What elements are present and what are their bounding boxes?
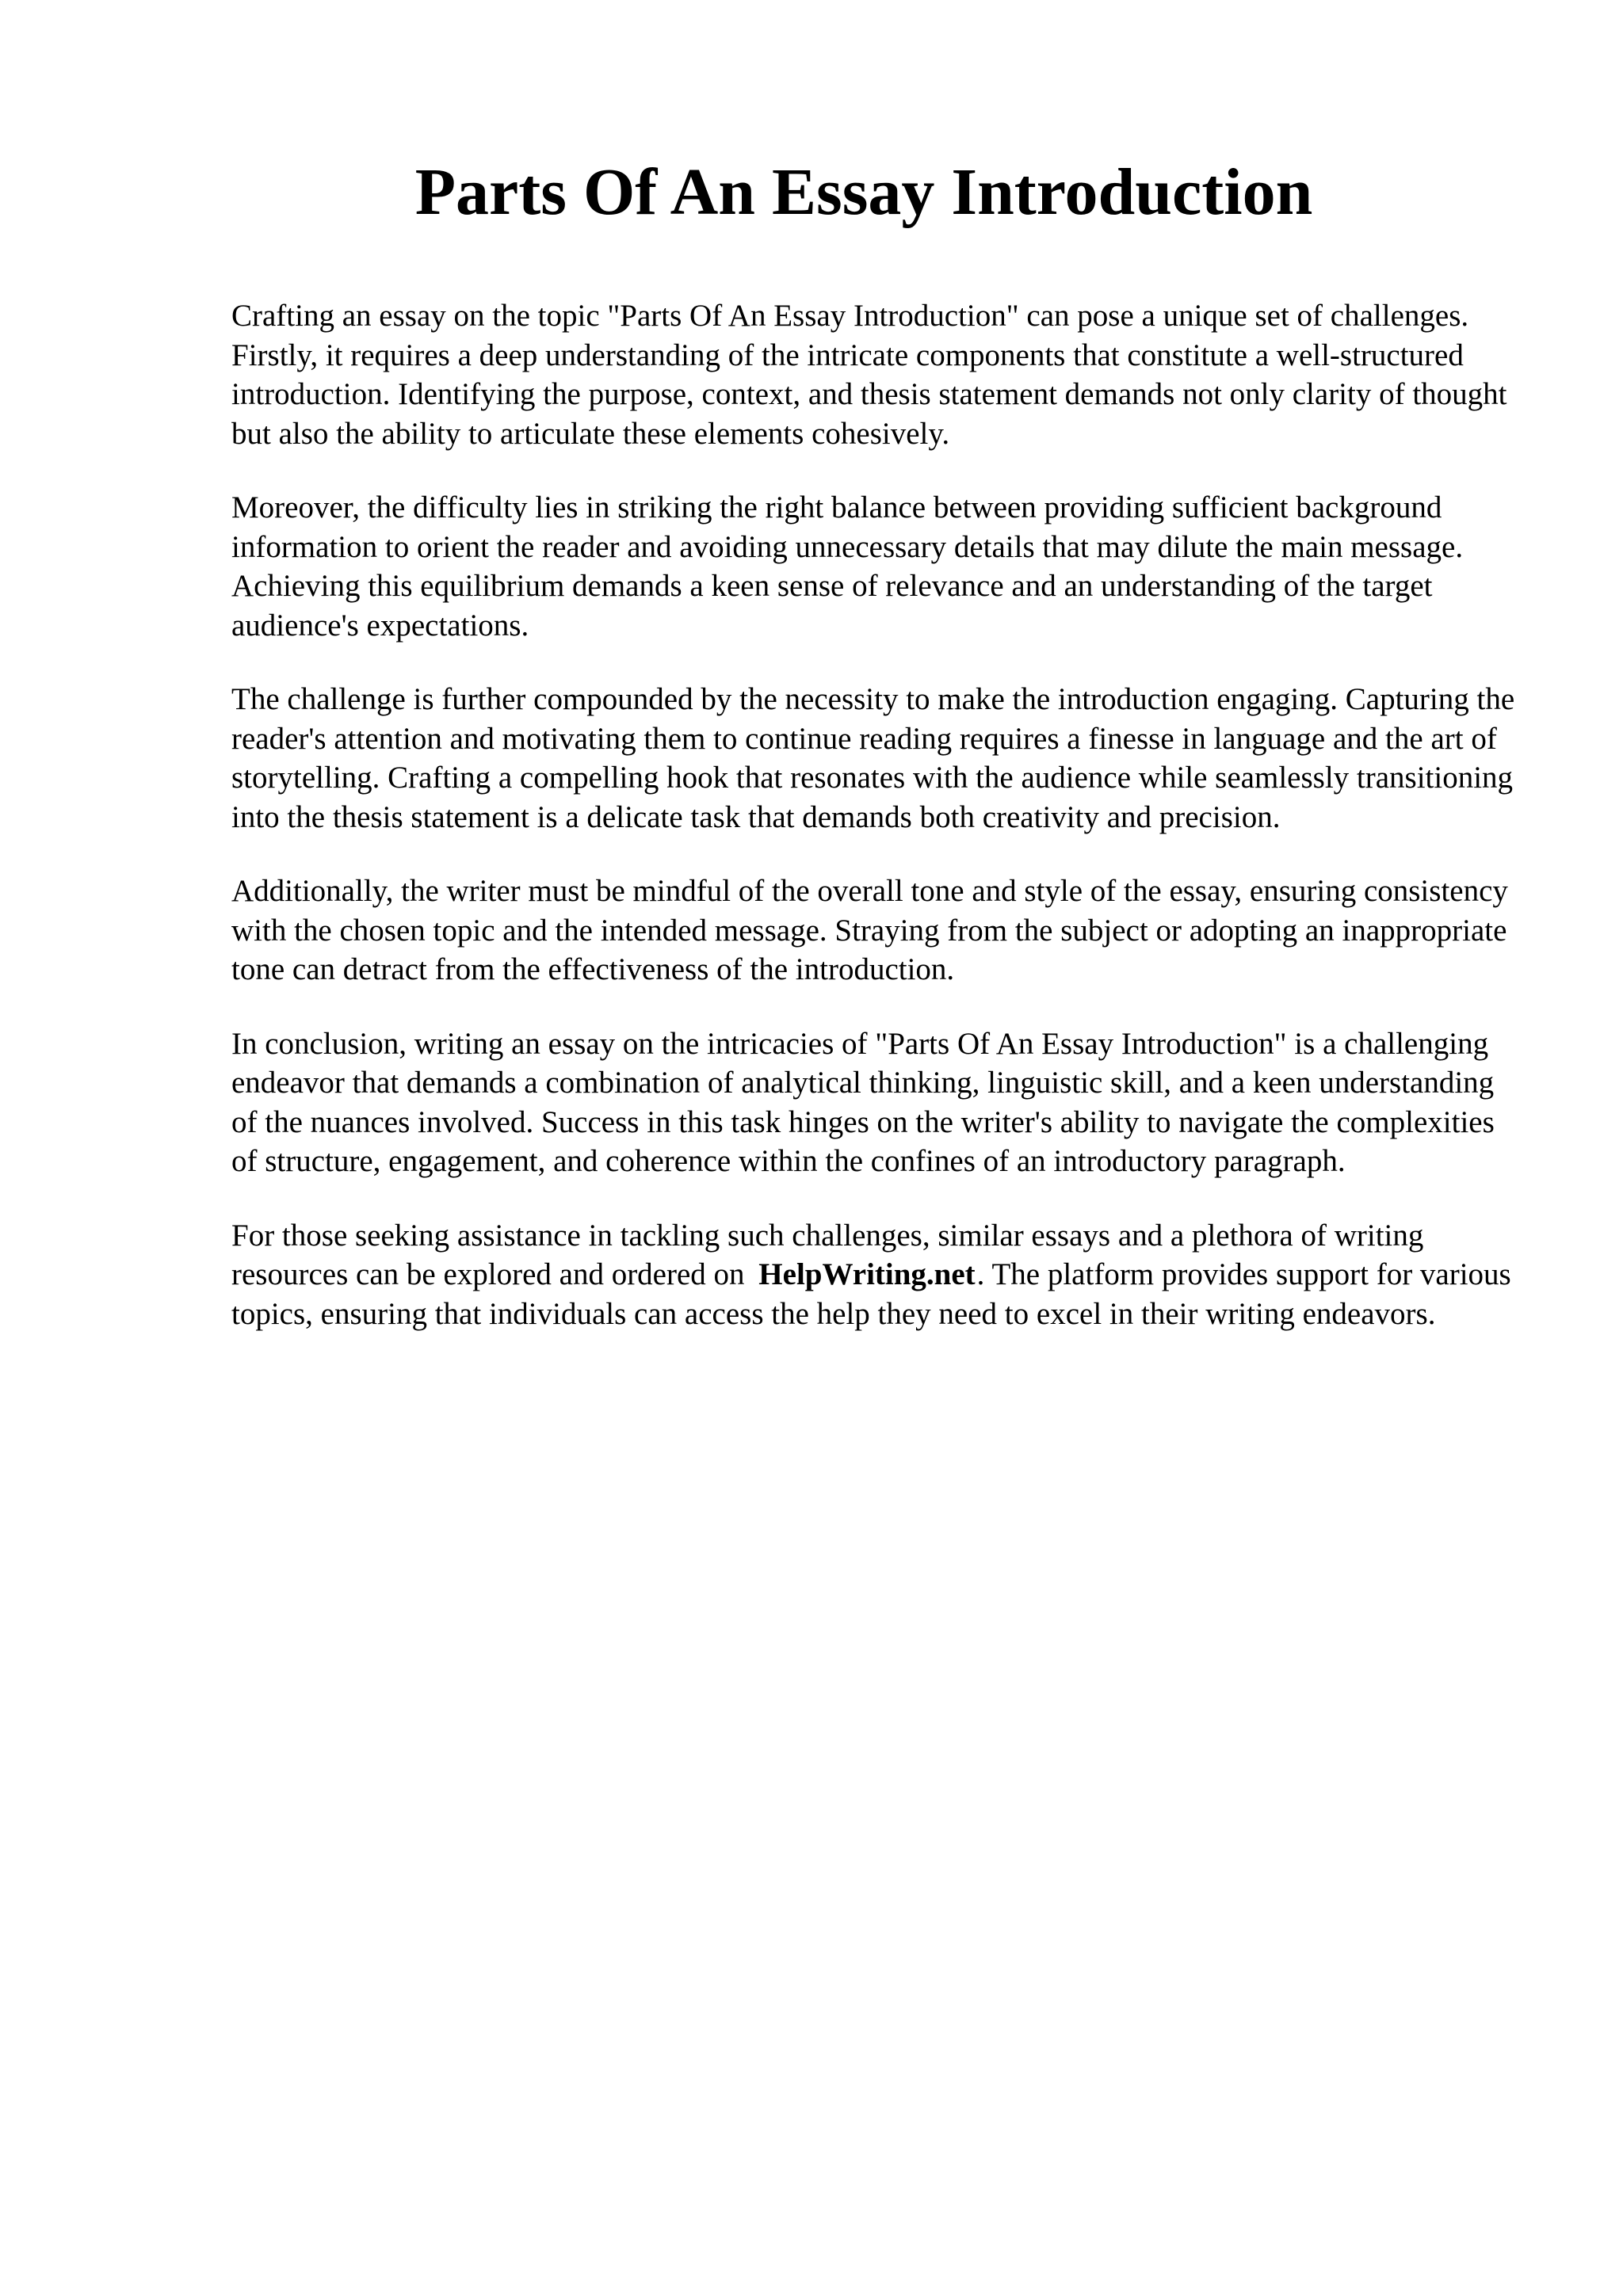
paragraph-5: In conclusion, writing an essay on the intricacies of "Parts Of An Essay Introduction" is a challenging endeavor that demands a combination of analytical thinking, linguistic skill, and a keen understanding of the nuances involved. Success in this task hinges on the writer's ability to navigate the complexities of structure, engagement, and coherence within the confines of an introductory paragraph.	[231, 1026, 1495, 1178]
paragraph-6	[231, 1216, 1515, 1334]
paragraph-3: The challenge is further compounded by the necessity to make the introduction engaging. Capturing the reader's attention and motivating them to continue reading requires a finesse in language and the art of storytelling. Crafting a compelling hook that resonates with the audience while seamlessly transitioning into the thesis statement is a delicate task that demands both creativity and precision.	[231, 682, 1515, 834]
paragraph-2: Moreover, the difficulty lies in striking the right balance between providing sufficient background information to orient the reader and avoiding unnecessary details that may dilute the main message. Achieving this equilibrium demands a keen sense of relevance and an understanding of the target audience's expectations.	[231, 490, 1464, 643]
paragraph-6-text-after: . The platform provides support for various topics, ensuring that individuals can access the help they need to excel in their writing endeavors.	[231, 1257, 1511, 1331]
page-title: Parts Of An Essay Introduction	[414, 155, 1313, 229]
helpwriting-link[interactable]: HelpWriting.net	[758, 1257, 976, 1291]
paragraph-4: Additionally, the writer must be mindful of the overall tone and style of the essay, ensuring consistency with the chosen topic and the intended message. Straying from the subject or adopting an inappropriate tone can detract from the effectiveness of the introduction.	[231, 874, 1508, 986]
paragraph-6-text-before: For those seeking assistance in tackling such challenges, similar essays and a plethora of writing resources can be explored and ordered on	[231, 1218, 1424, 1291]
paragraph-1: Crafting an essay on the topic "Parts Of An Essay Introduction" can pose a unique set of challenges. Firstly, it requires a deep understanding of the intricate components that constitute a well-structured introduction. Identifying the purpose, context, and thesis statement demands not only clarity of thought but also the ability to articulate these elements cohesively.	[231, 299, 1507, 451]
document-body	[231, 296, 1515, 1368]
